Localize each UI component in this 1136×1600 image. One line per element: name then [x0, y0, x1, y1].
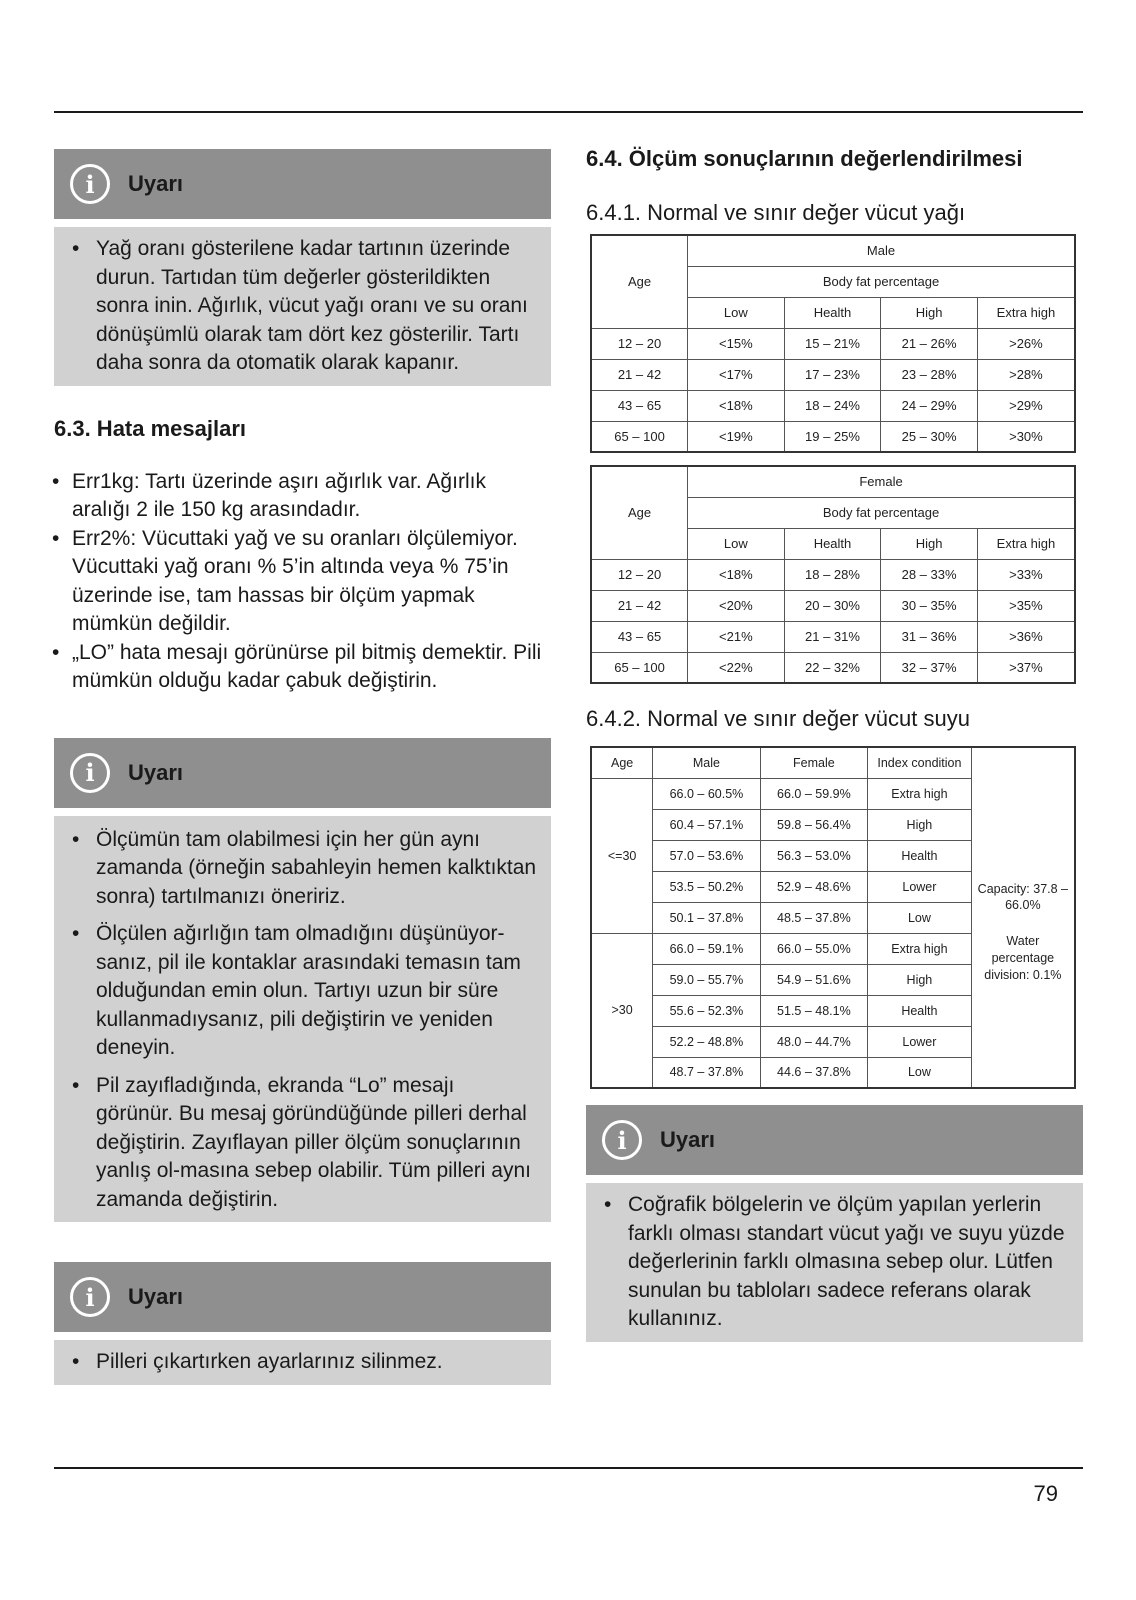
table-cell: 59.8 – 56.4%: [760, 809, 867, 840]
warning-box: [586, 1105, 1083, 1342]
top-rule: [54, 111, 1083, 113]
warning-body: [54, 816, 551, 1223]
warning-header: [54, 1262, 551, 1332]
table-cell: <18%: [688, 390, 785, 421]
table-row: [591, 390, 1075, 421]
table-cell: <20%: [688, 590, 785, 621]
table-cell: 43 – 65: [591, 621, 688, 652]
age-group: >30: [591, 933, 653, 1088]
warning-body: [586, 1183, 1083, 1342]
list-item: • Pil zayıfladığında, ekranda “Lo” mesajı görünür. Bu mesaj göründüğünde pilleri derhal değiştirin. Zayıflayan piller ölçüm sonuçlarının yanlış ol-masına sebep olabilir. Tüm pilleri aynı zamanda değiştirin.: [70, 1072, 537, 1215]
table-row: [591, 590, 1075, 621]
table-cell: Low: [868, 1057, 972, 1088]
table-cell: 54.9 – 51.6%: [760, 964, 867, 995]
table-cell: >35%: [977, 590, 1075, 621]
table-cell: Extra high: [868, 778, 972, 809]
table-cell: <19%: [688, 421, 785, 452]
table-cell: 57.0 – 53.6%: [653, 840, 760, 871]
table-cell: 22 – 32%: [784, 652, 881, 683]
table-cell: Low: [868, 902, 972, 933]
list-item: • Ölçülen ağırlığın tam olmadığını düşünüyor-sanız, pil ile kontaklar arasındaki temasın tam olduğundan emin olun. Tartıyı uzun bir süre kullanmadıysanız, pili değiştirin ve yeniden deneyin.: [70, 920, 537, 1063]
age-header: Age: [591, 466, 688, 559]
table-cell: 65 – 100: [591, 652, 688, 683]
left-column: [54, 149, 551, 1385]
table-row: [591, 421, 1075, 452]
table-cell: High: [868, 809, 972, 840]
table-cell: 31 – 36%: [881, 621, 978, 652]
table-cell: >30%: [977, 421, 1075, 452]
table-cell: Lower: [868, 871, 972, 902]
table-cell: 12 – 20: [591, 559, 688, 590]
table-cell: 25 – 30%: [881, 421, 978, 452]
table-cell: <15%: [688, 328, 785, 359]
warning-body: [54, 227, 551, 386]
subsection-heading: 6.4.1. Normal ve sınır değer vücut yağı: [586, 200, 966, 225]
column-header: Index condition: [868, 747, 972, 778]
table-cell: 66.0 – 60.5%: [653, 778, 760, 809]
subheader: Body fat percentage: [688, 497, 1075, 528]
table-cell: 59.0 – 55.7%: [653, 964, 760, 995]
table-cell: <17%: [688, 359, 785, 390]
table-cell: 15 – 21%: [784, 328, 881, 359]
warning-box: [54, 149, 551, 386]
table-cell: Extra high: [868, 933, 972, 964]
table-cell: 21 – 31%: [784, 621, 881, 652]
column-header: Health: [784, 528, 881, 559]
table-cell: 48.0 – 44.7%: [760, 1026, 867, 1057]
section-heading: 6.3. Hata mesajları: [54, 415, 247, 441]
list-item: • Yağ oranı gösterilene kadar tartının üzerinde durun. Tartıdan tüm değerler gösterildikten sonra inin. Ağırlık, vücut yağı oranı ve su oranı dönüşümlü olarak tam dört kez gösterilir. Tartı daha sonra da otomatik olarak kapanır.: [70, 235, 537, 378]
table-cell: 18 – 24%: [784, 390, 881, 421]
table-cell: 48.7 – 37.8%: [653, 1057, 760, 1088]
table-cell: 21 – 42: [591, 590, 688, 621]
subsection-heading: 6.4.2. Normal ve sınır değer vücut suyu: [586, 706, 970, 731]
warning-header: [54, 738, 551, 808]
table-cell: 43 – 65: [591, 390, 688, 421]
table-cell: 17 – 23%: [784, 359, 881, 390]
table-cell: 51.5 – 48.1%: [760, 995, 867, 1026]
column-header: Age: [591, 747, 653, 778]
table-cell: 21 – 26%: [881, 328, 978, 359]
division-note: Water percentage division: 0.1%: [971, 933, 1075, 1088]
column-header: High: [881, 297, 978, 328]
column-header: Male: [653, 747, 760, 778]
column-header: Extra high: [977, 297, 1075, 328]
bottom-rule: [54, 1467, 1083, 1469]
info-icon: i: [70, 1277, 110, 1317]
table-cell: >29%: [977, 390, 1075, 421]
list-item: • Err1kg: Tartı üzerinde aşırı ağırlık var. Ağırlık aralığı 2 ile 150 kg arasındadır.: [50, 468, 545, 525]
warning-header: [54, 149, 551, 219]
table-cell: 32 – 37%: [881, 652, 978, 683]
warning-title: Uyarı: [128, 1284, 184, 1309]
column-header: High: [881, 528, 978, 559]
info-icon: i: [70, 753, 110, 793]
table-cell: 52.2 – 48.8%: [653, 1026, 760, 1057]
table-cell: 52.9 – 48.6%: [760, 871, 867, 902]
table-cell: <22%: [688, 652, 785, 683]
table-row: [591, 621, 1075, 652]
table-row: [591, 359, 1075, 390]
info-icon: i: [70, 164, 110, 204]
group-header: Male: [688, 235, 1075, 266]
page-number: 79: [1033, 1481, 1058, 1506]
list-item: • Pilleri çıkartırken ayarlarınız silinmez.: [70, 1348, 537, 1377]
group-header: Female: [688, 466, 1075, 497]
table-cell: 20 – 30%: [784, 590, 881, 621]
column-header: Female: [760, 747, 867, 778]
column-header: Health: [784, 297, 881, 328]
table-cell: 53.5 – 50.2%: [653, 871, 760, 902]
warning-box: [54, 738, 551, 1223]
table-cell: >26%: [977, 328, 1075, 359]
table-cell: <18%: [688, 559, 785, 590]
right-column: [586, 146, 1083, 1342]
table-cell: 24 – 29%: [881, 390, 978, 421]
warning-header: [586, 1105, 1083, 1175]
table-row: [591, 933, 1075, 964]
list-item: • Err2%: Vücuttaki yağ ve su oranları ölçülemiyor. Vücuttaki yağ oranı % 5’in altında veya % 75’in üzerinde ise, tam hassas bir ölçüm yapmak mümkün değildir.: [50, 525, 545, 639]
table-cell: >28%: [977, 359, 1075, 390]
list-item: • „LO” hata mesajı görünürse pil bitmiş demektir. Pili mümkün olduğu kadar çabuk değiştirin.: [50, 639, 545, 696]
age-header: Age: [591, 235, 688, 328]
body-fat-table-male: [590, 234, 1076, 453]
table-row: [591, 328, 1075, 359]
age-group: <=30: [591, 778, 653, 933]
fat-tables: [590, 234, 1083, 684]
column-header: Extra high: [977, 528, 1075, 559]
warning-title: Uyarı: [660, 1127, 716, 1152]
table-cell: 30 – 35%: [881, 590, 978, 621]
column-header: Low: [688, 528, 785, 559]
table-cell: 60.4 – 57.1%: [653, 809, 760, 840]
table-cell: >37%: [977, 652, 1075, 683]
table-cell: <21%: [688, 621, 785, 652]
warning-title: Uyarı: [128, 171, 184, 196]
table-cell: 12 – 20: [591, 328, 688, 359]
warning-box: [54, 1262, 551, 1385]
table-cell: 19 – 25%: [784, 421, 881, 452]
table-cell: 50.1 – 37.8%: [653, 902, 760, 933]
table-cell: 66.0 – 55.0%: [760, 933, 867, 964]
table-cell: 66.0 – 59.1%: [653, 933, 760, 964]
table-cell: 65 – 100: [591, 421, 688, 452]
table-cell: Lower: [868, 1026, 972, 1057]
table-cell: Health: [868, 995, 972, 1026]
table-row: [591, 652, 1075, 683]
table-cell: 66.0 – 59.9%: [760, 778, 867, 809]
table-cell: 56.3 – 53.0%: [760, 840, 867, 871]
table-cell: >36%: [977, 621, 1075, 652]
table-cell: 28 – 33%: [881, 559, 978, 590]
capacity-note: Capacity: 37.8 – 66.0%: [971, 747, 1075, 933]
list-item: • Coğrafik bölgelerin ve ölçüm yapılan yerlerin farklı olması standart vücut yağı ve suyu yüzde değerlerinin farklı olmasına sebep olur. Lütfen sunulan bu tabloları sadece referans olarak kullanınız.: [602, 1191, 1069, 1334]
error-list: [50, 468, 551, 696]
list-item: • Ölçümün tam olabilmesi için her gün aynı zamanda (örneğin sabahleyin hemen kalktıktan sonra) tartılmanızı öneririz.: [70, 826, 537, 912]
table-cell: 55.6 – 52.3%: [653, 995, 760, 1026]
table-cell: 23 – 28%: [881, 359, 978, 390]
table-cell: Health: [868, 840, 972, 871]
body-water-table: [590, 746, 1076, 1089]
warning-title: Uyarı: [128, 759, 184, 785]
table-row: [591, 559, 1075, 590]
column-header: Low: [688, 297, 785, 328]
table-cell: 44.6 – 37.8%: [760, 1057, 867, 1088]
warning-body: [54, 1340, 551, 1385]
info-icon: i: [602, 1120, 642, 1160]
table-cell: >33%: [977, 559, 1075, 590]
body-fat-table-female: [590, 465, 1076, 684]
section-heading: 6.4. Ölçüm sonuçlarının değerlendirilmesi: [586, 146, 1023, 171]
table-cell: 21 – 42: [591, 359, 688, 390]
table-cell: 18 – 28%: [784, 559, 881, 590]
table-cell: High: [868, 964, 972, 995]
table-cell: 48.5 – 37.8%: [760, 902, 867, 933]
subheader: Body fat percentage: [688, 266, 1075, 297]
